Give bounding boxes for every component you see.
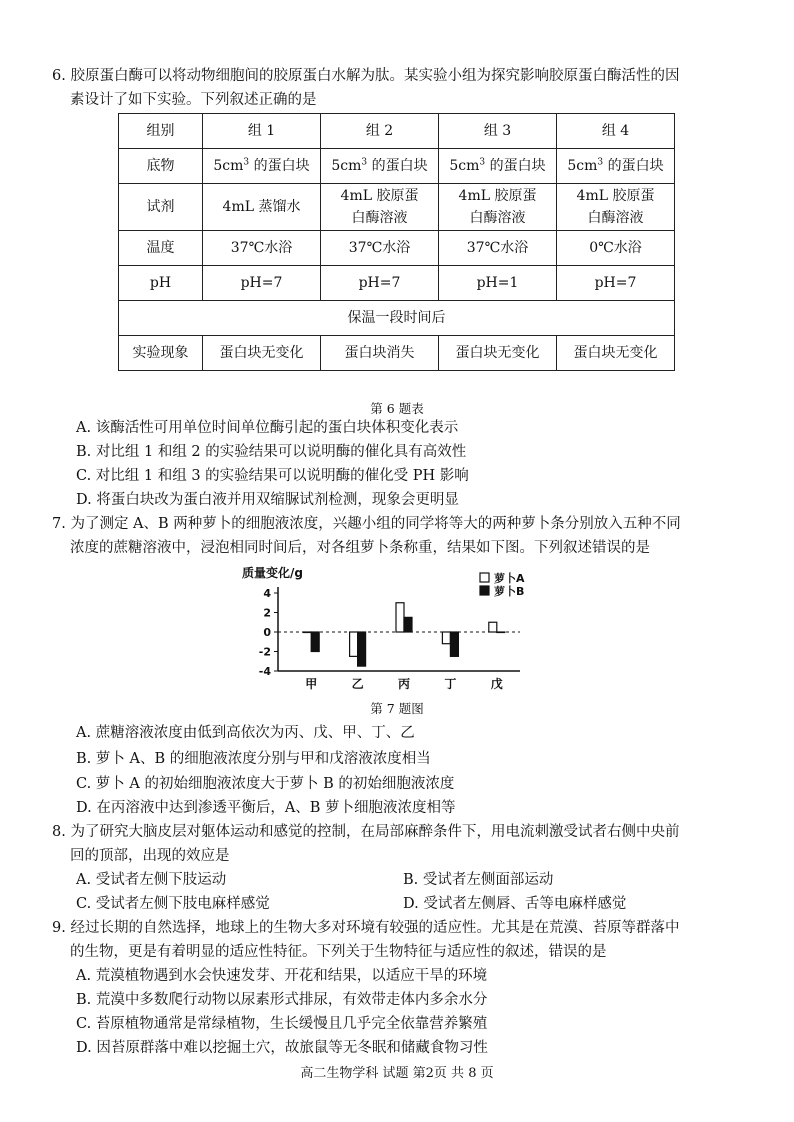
table-cell: 试剂 — [119, 184, 203, 231]
table-cell: 保温一段时间后 — [119, 301, 675, 336]
q7-figure-caption: 第 7 题图 — [370, 701, 424, 716]
legend-label: 萝卜A — [494, 572, 525, 585]
table-row — [119, 266, 675, 301]
table-cell: 4mL 胶原蛋 白酶溶液 — [557, 184, 675, 231]
y-tick-label: 0 — [263, 626, 271, 639]
table-cell: 组 1 — [203, 114, 321, 149]
table-row — [119, 184, 675, 231]
q9-option-b: B. 荒漠中多数爬行动物以尿素形式排尿，有效带走体内多余水分 — [76, 992, 488, 1008]
x-tick-label: 丁 — [444, 677, 457, 691]
q6-stem-line2: 素设计了如下实验。下列叙述正确的是 — [70, 92, 317, 108]
bar-b — [311, 632, 319, 652]
q8-stem-line1: 8. 为了研究大脑皮层对躯体运动和感觉的控制，在局部麻醉条件下，用电流刺激受试者右侧中央前 — [52, 824, 680, 840]
y-tick-label: 2 — [263, 606, 271, 620]
x-tick-label: 戊 — [490, 677, 503, 691]
bar-a — [350, 632, 358, 656]
q7-option-b: B. 萝卜 A、B 的细胞液浓度分别与甲和戊溶液浓度相当 — [76, 751, 431, 767]
table-row — [119, 231, 675, 266]
q6-experiment-table — [118, 113, 675, 371]
table-cell: 37℃水浴 — [439, 231, 557, 266]
table-cell: 蛋白块消失 — [321, 336, 439, 371]
q7-stem-line1: 7. 为了测定 A、B 两种萝卜的细胞液浓度，兴趣小组的同学将等大的两种萝卜条分别放入五种不同 — [52, 516, 681, 532]
table-cell: $5cm^3$ 的蛋白块 — [203, 149, 321, 184]
table-cell: 组别 — [119, 114, 203, 149]
table-cell: 组 4 — [557, 114, 675, 149]
table-cell: pH=7 — [321, 266, 439, 301]
q8-option-a: A. 受试者左侧下肢运动 — [76, 872, 227, 888]
legend-swatch — [480, 573, 489, 582]
q8-option-c: C. 受试者左侧下肢电麻样感觉 — [76, 896, 270, 912]
bar-a — [442, 632, 450, 644]
q7-option-c: C. 萝卜 A 的初始细胞液浓度大于萝卜 B 的初始细胞液浓度 — [76, 776, 455, 792]
table-cell: pH=7 — [203, 266, 321, 301]
q9-option-a: A. 荒漠植物遇到水会快速发芽、开花和结果，以适应干旱的环境 — [76, 968, 488, 984]
q7-option-d: D. 在丙溶液中达到渗透平衡后，A、B 萝卜细胞液浓度相等 — [76, 800, 456, 816]
table-cell: 实验现象 — [119, 336, 203, 371]
table-cell: 蛋白块无变化 — [439, 336, 557, 371]
table-cell: 组 2 — [321, 114, 439, 149]
table-cell: $5cm^3$ 的蛋白块 — [439, 149, 557, 184]
q8-option-b: B. 受试者左侧面部运动 — [403, 872, 554, 888]
table-cell: pH=7 — [557, 266, 675, 301]
y-tick-label: -4 — [258, 665, 271, 678]
table-cell: 0℃水浴 — [557, 231, 675, 266]
table-cell: 温度 — [119, 231, 203, 266]
table-cell: 37℃水浴 — [321, 231, 439, 266]
bar-b — [450, 632, 458, 656]
table-cell: 蛋白块无变化 — [557, 336, 675, 371]
table-row — [119, 301, 675, 336]
bar-b — [497, 632, 505, 633]
q6-option-b: B. 对比组 1 和组 2 的实验结果可以说明酶的催化具有高效性 — [76, 444, 467, 460]
table-cell: 4mL 蒸馏水 — [203, 184, 321, 231]
table-row — [119, 114, 675, 149]
q9-stem-line2: 的生物，更是有着明显的适应性特征。下列关于生物特征与适应性的叙述，错误的是 — [70, 944, 607, 960]
q6-table-caption: 第 6 题表 — [370, 401, 424, 416]
bar-a — [396, 603, 404, 632]
y-tick-label: 4 — [263, 587, 271, 600]
table-cell: $5cm^3$ 的蛋白块 — [557, 149, 675, 184]
x-tick-label: 乙 — [351, 677, 364, 691]
q9-option-d: D. 因苔原群落中难以挖掘土穴，故旅鼠等无冬眠和储藏食物习性 — [76, 1040, 488, 1056]
y-axis-label: 质量变化/g — [242, 566, 303, 580]
table-row — [119, 149, 675, 184]
q9-stem-line1: 9. 经过长期的自然选择，地球上的生物大多对环境有较强的适应性。尤其是在荒漠、苔原等群落中 — [52, 920, 680, 936]
q8-option-d: D. 受试者左侧唇、舌等电麻样感觉 — [403, 896, 627, 912]
table-cell: 底物 — [119, 149, 203, 184]
q6-option-a: A. 该酶活性可用单位时间单位酶引起的蛋白块体积变化表示 — [76, 420, 459, 436]
table-row — [119, 336, 675, 371]
table-cell: pH — [119, 266, 203, 301]
table-cell: 4mL 胶原蛋 白酶溶液 — [439, 184, 557, 231]
table-cell: 蛋白块无变化 — [203, 336, 321, 371]
q6-option-c: C. 对比组 1 和组 3 的实验结果可以说明酶的催化受 PH 影响 — [76, 468, 469, 484]
q7-option-a: A. 蔗糖溶液浓度由低到高依次为丙、戊、甲、丁、乙 — [76, 725, 415, 741]
bar-a — [489, 622, 497, 632]
q7-stem-line2: 浓度的蔗糖溶液中，浸泡相同时间后，对各组萝卜条称重，结果如下图。下列叙述错误的是 — [70, 540, 650, 556]
legend-label: 萝卜B — [494, 585, 525, 598]
bar-a — [303, 632, 311, 633]
legend-swatch — [480, 586, 489, 595]
page-footer: 高二生物学科 试题 第2页 共 8 页 — [300, 1066, 494, 1081]
table-cell: pH=1 — [439, 266, 557, 301]
q6-stem-line1: 6. 胶原蛋白酶可以将动物细胞间的胶原蛋白水解为肽。某实验小组为探究影响胶原蛋白酶活性的因 — [52, 68, 680, 84]
table-cell: 37℃水浴 — [203, 231, 321, 266]
q9-option-c: C. 苔原植物通常是常绿植物，生长缓慢且几乎完全依靠营养繁殖 — [76, 1016, 488, 1032]
q6-option-d: D. 将蛋白块改为蛋白液并用双缩脲试剂检测，现象会更明显 — [76, 492, 459, 508]
x-tick-label: 丙 — [397, 677, 411, 691]
bar-b — [358, 632, 366, 666]
x-tick-label: 甲 — [305, 677, 318, 691]
table-cell: 4mL 胶原蛋 白酶溶液 — [321, 184, 439, 231]
bar-b — [404, 617, 412, 632]
q8-stem-line2: 回的顶部，出现的效应是 — [70, 848, 230, 864]
table-cell: $5cm^3$ 的蛋白块 — [321, 149, 439, 184]
table-cell: 组 3 — [439, 114, 557, 149]
y-tick-label: -2 — [258, 645, 271, 659]
q7-bar-chart — [232, 563, 532, 693]
